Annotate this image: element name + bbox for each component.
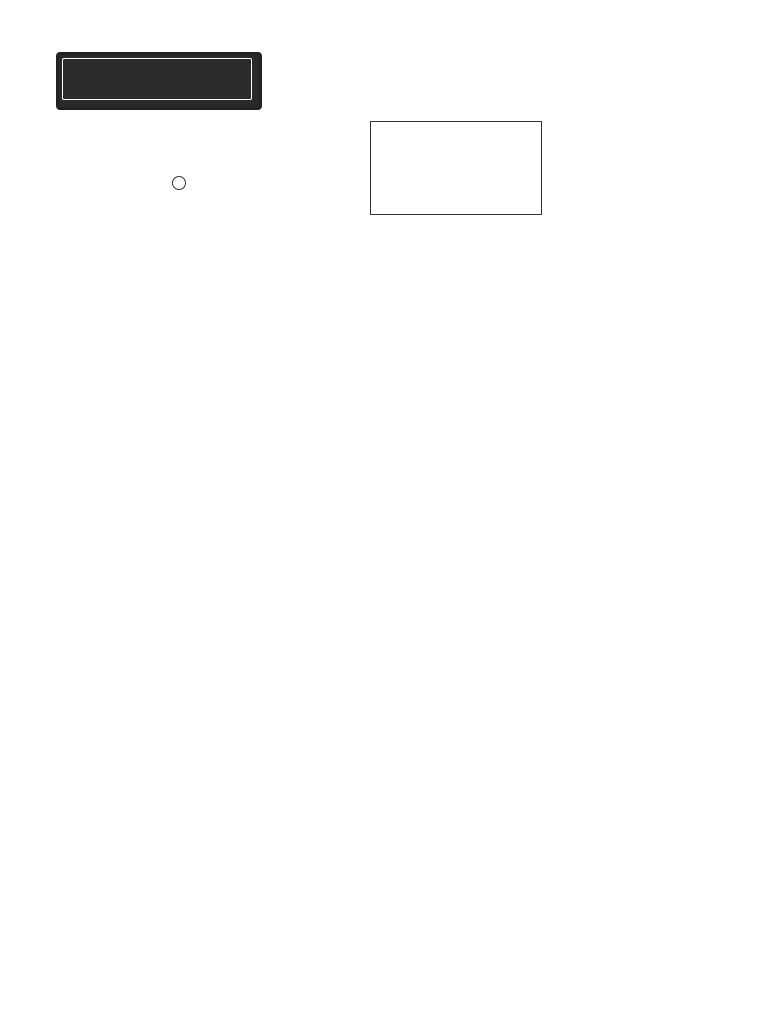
logo-frame [62,58,252,100]
kosher-symbol-icon [172,176,186,190]
note-box [370,121,542,215]
